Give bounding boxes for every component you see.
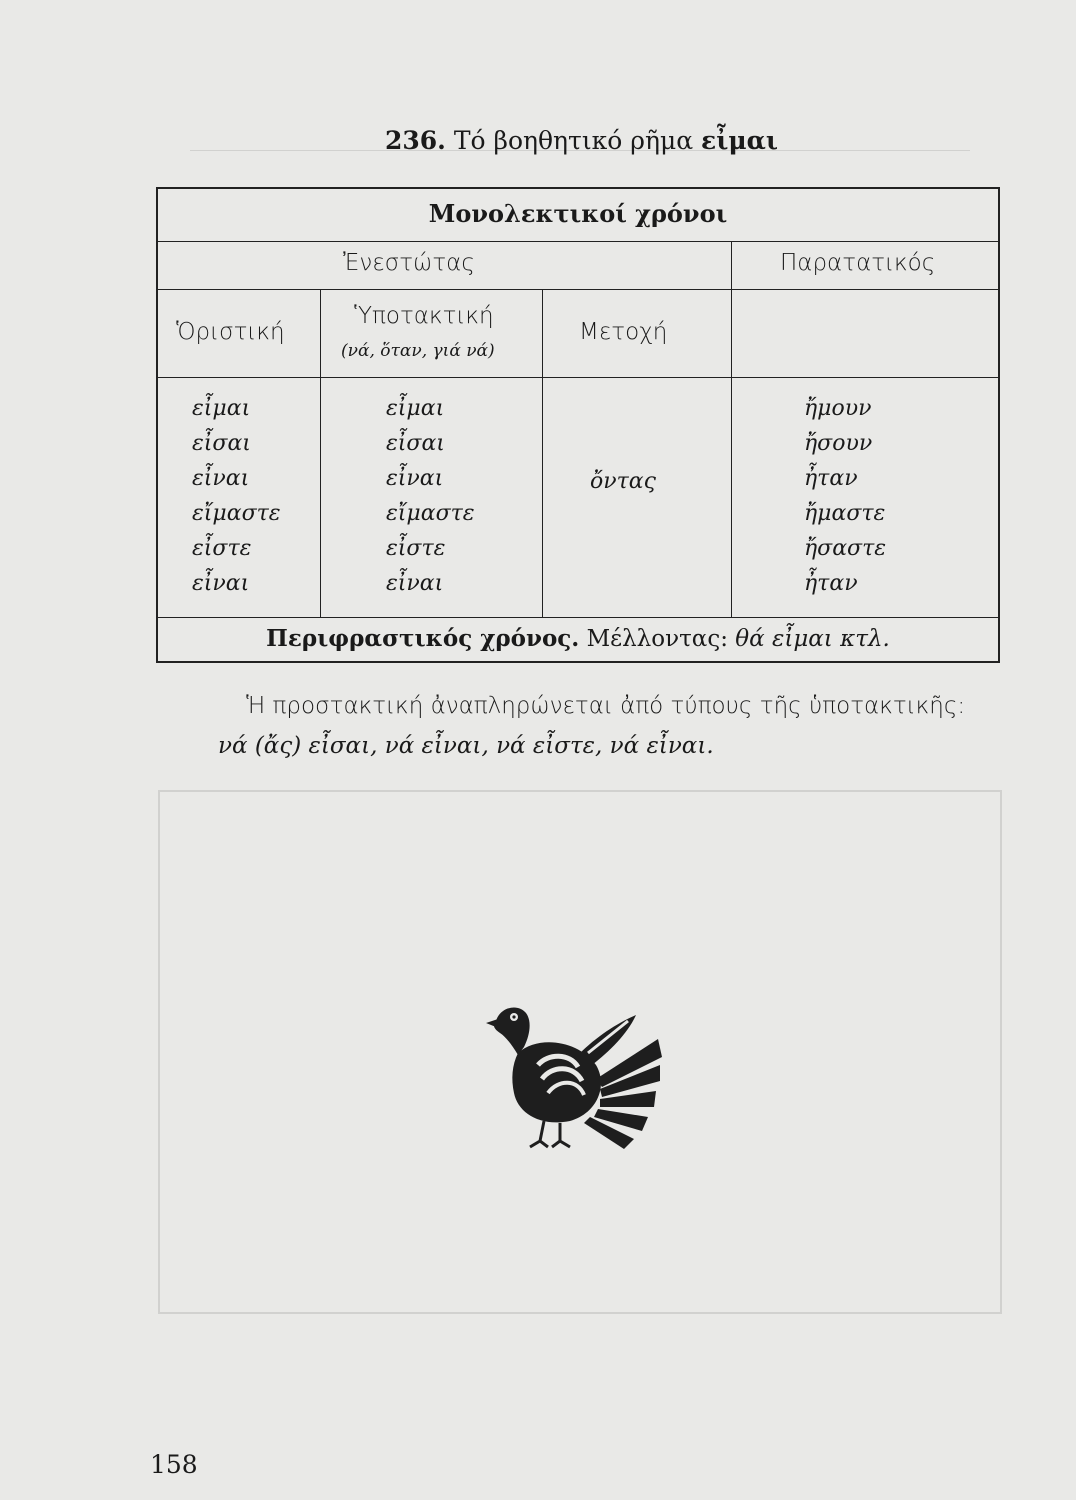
page-number: 158 — [150, 1450, 198, 1479]
subjunctive-label: Ὑποτακτική — [354, 303, 494, 329]
section-number: 236. — [385, 126, 446, 155]
form-item: εἶστε — [386, 536, 446, 561]
subjunctive-forms — [386, 391, 475, 601]
form-item: εἶμαι — [192, 396, 251, 421]
form-item: ἤσουν — [804, 431, 873, 456]
conjugation-table — [156, 187, 1000, 663]
present-tense-label: Ἐνεστώτας — [343, 250, 475, 276]
form-item: εἴμαστε — [386, 501, 475, 526]
participle-label: Μετοχή — [579, 319, 668, 345]
divider-present-imperfect — [731, 241, 732, 617]
periphrastic-row — [158, 617, 998, 663]
periphrastic-label: Περιφραστικός χρόνος. — [266, 625, 580, 652]
imperfect-forms — [804, 391, 886, 601]
form-item: εἶμαι — [386, 396, 445, 421]
form-item: εἶσαι — [386, 431, 445, 456]
form-item: εἶστε — [192, 536, 252, 561]
mood-header-row — [158, 289, 998, 378]
form-item: εἶναι — [386, 466, 444, 491]
section-heading — [385, 126, 778, 155]
tense-header-row — [158, 241, 998, 290]
future-form: θά εἶμαι κτλ. — [735, 626, 890, 652]
imperative-note: Ἡ προστακτική ἀναπληρώνεται ἀπό τύπους τῆς ὑποτακτικῆς: — [246, 693, 966, 719]
divider-indicative-subjunctive — [320, 289, 321, 617]
periphrastic-text — [158, 625, 998, 652]
subjunctive-particles: (νά, ὅταν, γιά νά) — [341, 341, 495, 361]
section-verb: εἶμαι — [701, 126, 778, 155]
forms-row — [158, 377, 998, 618]
simple-tenses-header: Μονολεκτικοί χρόνοι — [428, 199, 728, 228]
form-item: ἤμαστε — [804, 501, 886, 526]
future-label: Μέλλοντας: — [586, 626, 728, 652]
simple-tenses-header-row — [158, 189, 998, 242]
divider-subjunctive-participle — [542, 289, 543, 617]
section-title-text: Τό βοηθητικό ρῆμα — [453, 126, 694, 155]
form-item: ἦταν — [804, 466, 858, 491]
form-item: ἦταν — [804, 571, 858, 596]
form-item: ἤσαστε — [804, 536, 887, 561]
form-item: εἶναι — [386, 571, 444, 596]
form-item: εἶναι — [192, 571, 250, 596]
form-item: εἶναι — [192, 466, 250, 491]
indicative-label: Ὁριστική — [176, 319, 285, 345]
imperative-forms: νά (ἄς) εἶσαι, νά εἶναι, νά εἶστε, νά εἶναι. — [218, 733, 714, 759]
participle-form: ὄντας — [590, 469, 656, 494]
form-item: ἤμουν — [804, 396, 872, 421]
form-item: εἴμαστε — [192, 501, 281, 526]
form-item: εἶσαι — [192, 431, 251, 456]
bird-illustration — [478, 995, 662, 1155]
imperfect-tense-label: Παρατατικός — [780, 250, 936, 276]
indicative-forms — [192, 391, 281, 601]
